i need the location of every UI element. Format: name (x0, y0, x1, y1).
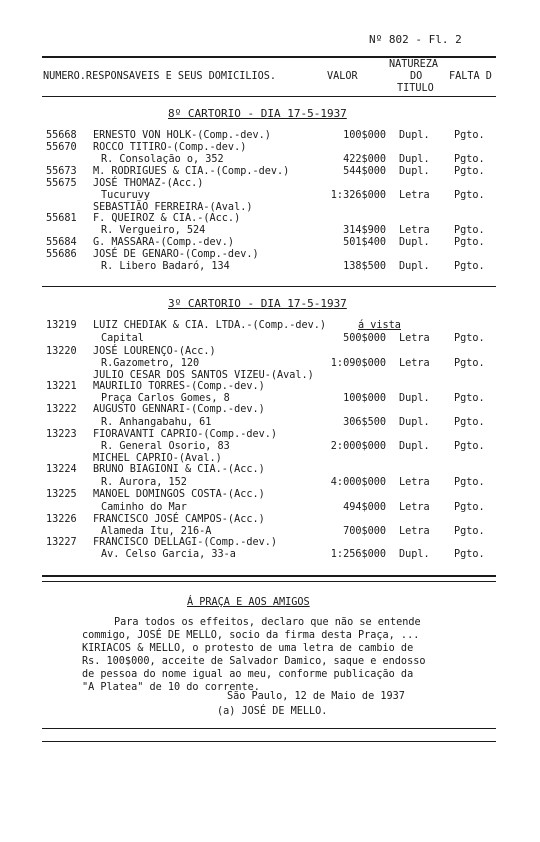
notice-heading: Á PRAÇA E AOS AMIGOS (187, 597, 310, 608)
entry-lack: Pgto. (454, 261, 485, 272)
entry-value: 422$000 (343, 154, 386, 165)
entry-party: FIORAVANTI CAPRIO-(Comp.-dev.) (93, 429, 278, 440)
entry-party: JOSÉ DE GENARO-(Comp.-dev.) (93, 249, 259, 260)
entry-party: SEBASTIÃO FERREIRA-(Aval.) (93, 202, 253, 213)
entry-party: MANOEL DOMINGOS COSTA-(Acc.) (93, 489, 265, 500)
entry-nature: Letra (399, 526, 430, 537)
column-nature-header-3: TITULO (397, 83, 434, 94)
entry-nature: Dupl. (399, 417, 430, 428)
entry-nature: Dupl. (399, 441, 430, 452)
entry-value: 700$000 (343, 526, 386, 537)
entry-nature: Letra (399, 358, 430, 369)
entry-party: ROCCO TITIRO-(Comp.-dev.) (93, 142, 247, 153)
entry-party: LUIZ CHEDIAK & CIA. LTDA.-(Comp.-dev.) (93, 320, 327, 331)
section2-title: 3º CARTORIO - DIA 17-5-1937 (168, 297, 347, 310)
entry-party: F. QUEIROZ & CIA.-(Acc.) (93, 213, 241, 224)
entry-number: 55668 (46, 130, 77, 141)
entry-lack: Pgto. (454, 526, 485, 537)
entry-nature: Letra (399, 333, 430, 344)
notice-signature: (a) JOSÉ DE MELLO. (217, 706, 328, 717)
entry-party: FRANCISCO DELLAGI-(Comp.-dev.) (93, 537, 278, 548)
entry-value: 494$000 (343, 502, 386, 513)
entry-value: 501$400 (343, 237, 386, 248)
entry-lack: Pgto. (454, 130, 485, 141)
entry-value: 314$900 (343, 225, 386, 236)
entry-party: M. RODRIGUES & CIA.-(Comp.-dev.) (93, 166, 290, 177)
entry-number: 55673 (46, 166, 77, 177)
notice-line-6: "A Platea" de 10 do corrente. (82, 682, 260, 693)
entry-value: 1:256$000 (330, 549, 386, 560)
column-nature-header-2: DO (410, 71, 423, 82)
column-lack-header: FALTA D (449, 71, 492, 82)
entry-suffix: á vista (358, 320, 401, 331)
entry-value: 544$000 (343, 166, 386, 177)
entry-number: 13226 (46, 514, 77, 525)
section-divider (42, 286, 496, 287)
entry-number: 13227 (46, 537, 77, 548)
notice-line-5: de pessoa do nome igual ao meu, conforme publicação da (82, 669, 414, 680)
entry-party: R. General Osorio, 83 (101, 441, 230, 452)
entry-party: BRUNO BIAGIONI & CIA.-(Acc.) (93, 464, 265, 475)
entry-lack: Pgto. (454, 154, 485, 165)
entry-nature: Letra (399, 502, 430, 513)
entry-nature: Dupl. (399, 166, 430, 177)
entry-party: ERNESTO VON HOLK-(Comp.-dev.) (93, 130, 271, 141)
notice-line-1: Para todos os effeitos, declaro que não se entende (114, 617, 421, 628)
entry-nature: Dupl. (399, 154, 430, 165)
sheet-reference: Nº 802 - Fl. 2 (369, 33, 462, 46)
entry-number: 13223 (46, 429, 77, 440)
header-rule-bottom (42, 96, 496, 97)
entry-nature: Letra (399, 477, 430, 488)
header-rule-top (42, 56, 496, 58)
entry-lack: Pgto. (454, 393, 485, 404)
notice-line-2: commigo, JOSÉ DE MELLO, socio da firma desta Praça, ... (82, 630, 420, 641)
entry-nature: Letra (399, 190, 430, 201)
entry-party: R. Libero Badaró, 134 (101, 261, 230, 272)
entry-party: JOSÉ LOURENÇO-(Acc.) (93, 346, 216, 357)
entry-number: 13220 (46, 346, 77, 357)
entry-lack: Pgto. (454, 225, 485, 236)
entry-value: 500$000 (343, 333, 386, 344)
entry-lack: Pgto. (454, 441, 485, 452)
entry-party: JOSÉ THOMAZ-(Acc.) (93, 178, 204, 189)
entry-party: Caminho do Mar (101, 502, 187, 513)
entry-nature: Dupl. (399, 237, 430, 248)
entry-party: Av. Celso Garcia, 33-a (101, 549, 236, 560)
entry-lack: Pgto. (454, 333, 485, 344)
entry-nature: Dupl. (399, 261, 430, 272)
entry-lack: Pgto. (454, 237, 485, 248)
column-nature-header-1: NATUREZA (389, 59, 439, 70)
entry-lack: Pgto. (454, 502, 485, 513)
entry-party: Tucuruvy (101, 190, 151, 201)
entry-number: 55681 (46, 213, 77, 224)
entry-party: Praça Carlos Gomes, 8 (101, 393, 230, 404)
notice-rule-top-2 (42, 581, 496, 582)
entry-number: 55686 (46, 249, 77, 260)
entry-lack: Pgto. (454, 549, 485, 560)
entry-value: 4:000$000 (330, 477, 386, 488)
entry-nature: Dupl. (399, 393, 430, 404)
entry-value: 100$000 (343, 130, 386, 141)
entry-nature: Letra (399, 225, 430, 236)
entry-party: Capital (101, 333, 144, 344)
entry-party: R.Gazometro, 120 (101, 358, 200, 369)
column-main-header: NUMERO.RESPONSAVEIS E SEUS DOMICILIOS. (43, 71, 277, 82)
column-value-header: VALOR (327, 71, 358, 82)
notice-date: São Paulo, 12 de Maio de 1937 (227, 691, 405, 702)
notice-rule-bottom (42, 728, 496, 729)
entry-number: 13221 (46, 381, 77, 392)
entry-value: 306$500 (343, 417, 386, 428)
entry-number: 13225 (46, 489, 77, 500)
entry-party: R. Aurora, 152 (101, 477, 187, 488)
entry-party: JULIO CESAR DOS SANTOS VIZEU-(Aval.) (93, 370, 314, 381)
entry-number: 13219 (46, 320, 77, 331)
entry-number: 13224 (46, 464, 77, 475)
entry-party: MAURILIO TORRES-(Comp.-dev.) (93, 381, 265, 392)
entry-lack: Pgto. (454, 417, 485, 428)
entry-nature: Dupl. (399, 130, 430, 141)
entry-lack: Pgto. (454, 477, 485, 488)
entry-party: AUGUSTO GENNARI-(Comp.-dev.) (93, 404, 265, 415)
entry-number: 55684 (46, 237, 77, 248)
entry-number: 13222 (46, 404, 77, 415)
entry-value: 138$500 (343, 261, 386, 272)
entry-number: 55670 (46, 142, 77, 153)
entry-party: R. Vergueiro, 524 (101, 225, 206, 236)
entry-party: R. Consolação o, 352 (101, 154, 224, 165)
entry-number: 55675 (46, 178, 77, 189)
entry-party: MICHEL CAPRIO-(Aval.) (93, 453, 222, 464)
entry-value: 1:326$000 (330, 190, 386, 201)
section1-title: 8º CARTORIO - DIA 17-5-1937 (168, 107, 347, 120)
notice-rule-bottom-2 (42, 741, 496, 742)
entry-party: G. MASSARA-(Comp.-dev.) (93, 237, 235, 248)
notice-line-4: Rs. 100$000, acceite de Salvador Damico, saque e endosso (82, 656, 426, 667)
notice-rule-top (42, 575, 496, 577)
entry-value: 100$000 (343, 393, 386, 404)
entry-value: 2:000$000 (330, 441, 386, 452)
entry-party: R. Anhangabahu, 61 (101, 417, 212, 428)
notice-line-3: KIRIACOS & MELLO, o protesto de uma letra de cambio de (82, 643, 414, 654)
entry-party: FRANCISCO JOSÉ CAMPOS-(Acc.) (93, 514, 265, 525)
entry-nature: Dupl. (399, 549, 430, 560)
entry-lack: Pgto. (454, 358, 485, 369)
entry-lack: Pgto. (454, 166, 485, 177)
entry-lack: Pgto. (454, 190, 485, 201)
entry-party: Alameda Itu, 216-A (101, 526, 212, 537)
entry-value: 1:090$000 (330, 358, 386, 369)
